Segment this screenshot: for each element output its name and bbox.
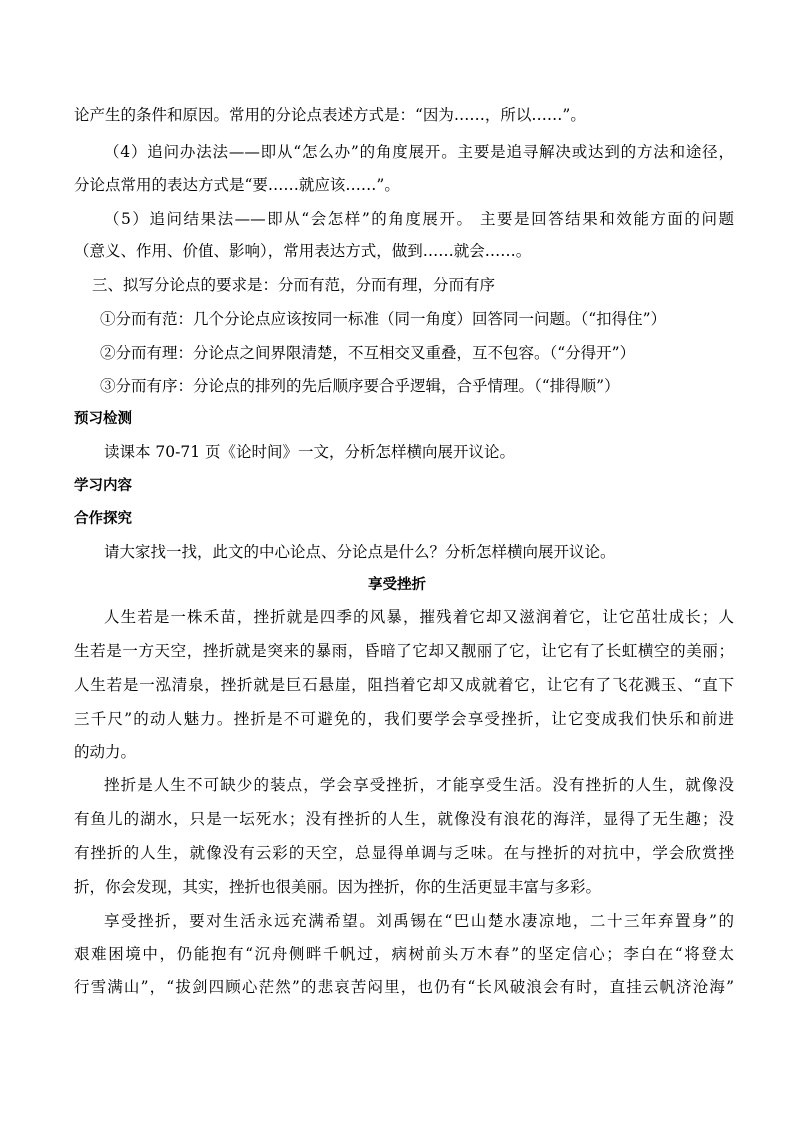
essay-line-6: 挫折是人生不可缺少的装点，学会享受挫折，才能享受生活。没有挫折的人生，就像没 <box>104 776 734 794</box>
essay-line-7: 有鱼儿的湖水，只是一坛死水；没有挫折的人生，就像没有浪花的海洋，显得了无生趣；没 <box>74 810 734 828</box>
essay-title: 享受挫折 <box>368 577 426 593</box>
explore-text: 请大家找一找，此文的中心论点、分论点是什么？分析怎样横向展开议论。 <box>104 543 616 561</box>
requirement-item-2: ②分而有理：分论点之间界限清楚，不互相交叉重叠，互不包容。（“分得开”） <box>100 344 636 362</box>
essay-line-11: 艰难困境中，仍能抱有“沉舟侧畔千帆过，病树前头万木春”的坚定信心；李白在“将登太 <box>74 945 734 963</box>
essay-line-2: 生若是一方天空，挫折就是突来的暴雨，昏暗了它却又靓丽了它，让它有了长虹横空的美丽； <box>74 642 734 660</box>
text-line-2: （4）追问办法法——即从“怎么办”的角度展开。主要是追寻解决或达到的方法和途径， <box>104 143 734 161</box>
text-line-5: （意义、作用、价值、影响），常用表达方式，做到……就会……。 <box>74 242 532 260</box>
preview-text: 读课本 70-71 页《论时间》一文，分析怎样横向展开议论。 <box>104 443 516 461</box>
text-line-1: 论产生的条件和原因。常用的分论点表述方式是：“因为……，所以……”。 <box>74 106 586 124</box>
essay-line-5: 的动力。 <box>74 743 137 761</box>
essay-line-9: 折，你会发现，其实，挫折也很美丽。因为挫折，你的生活更显丰富与多彩。 <box>74 878 602 896</box>
essay-line-12: 行雪满山”，“拔剑四顾心茫然”的悲哀苦闷里，也仍有“长风破浪会有时，直挂云帆济沧海” <box>74 978 734 996</box>
essay-line-4: 三千尺”的动人魅力。挫折是不可避免的，我们要学会享受挫折，让它变成我们快乐和前进 <box>74 710 734 728</box>
section-heading-explore: 合作探究 <box>74 511 132 527</box>
text-line-3: 分论点常用的表达方式是“要……就应该……”。 <box>74 176 400 194</box>
section-heading-preview: 预习检测 <box>74 411 132 427</box>
essay-line-1: 人生若是一株禾苗，挫折就是四季的风暴，摧残着它却又滋润着它，让它茁壮成长；人 <box>104 608 734 626</box>
text-line-4: （5）追问结果法——即从“会怎样”的角度展开。 主要是回答结果和效能方面的问题 <box>104 210 734 228</box>
requirements-heading: 三、拟写分论点的要求是：分而有范，分而有理，分而有序 <box>92 276 496 294</box>
essay-line-3: 人生若是一泓清泉，挫折就是巨石悬崖，阻挡着它却又成就着它，让它有了飞花溅玉、“直下 <box>74 676 734 694</box>
requirement-item-1: ①分而有范：几个分论点应该按同一标准（同一角度）回答同一问题。（“扣得住”） <box>100 310 667 328</box>
essay-line-10: 享受挫折，要对生活永远充满希望。刘禹锡在“巴山楚水凄凉地，二十三年弃置身”的 <box>104 912 734 930</box>
section-heading-content: 学习内容 <box>74 478 132 494</box>
essay-line-8: 有挫折的人生，就像没有云彩的天空，总显得单调与乏味。在与挫折的对抗中，学会欣赏挫 <box>74 844 734 862</box>
requirement-item-3: ③分而有序：分论点的排列的先后顺序要合乎逻辑，合乎情理。（“排得顺”） <box>100 377 620 395</box>
